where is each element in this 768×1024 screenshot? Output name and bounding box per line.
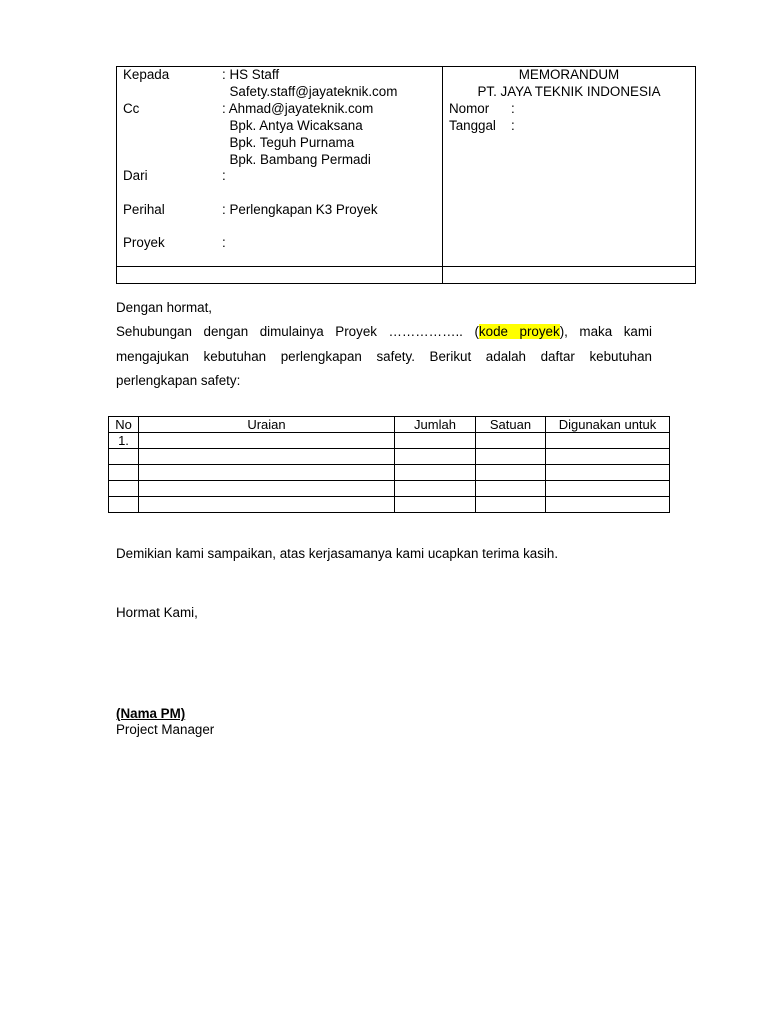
table-cell <box>476 497 546 513</box>
intro-text-end: ), maka kami mengajukan kebutuhan perlengkapan safety. Berikut adalah daftar kebutuhan perlengkapan safety: <box>116 324 652 388</box>
date-label: Tanggal <box>449 118 496 133</box>
table-cell <box>546 433 670 449</box>
number-value: : <box>511 101 515 116</box>
intro-text-start: Sehubungan dengan dimulainya Proyek …………….. ( <box>116 324 479 339</box>
col-header-used-for: Digunakan untuk <box>546 417 670 433</box>
table-cell <box>109 465 139 481</box>
to-email: Safety.staff@jayateknik.com <box>222 84 398 99</box>
table-cell <box>546 465 670 481</box>
col-header-unit: Satuan <box>476 417 546 433</box>
table-cell <box>395 497 476 513</box>
table-row <box>109 481 670 497</box>
greeting: Dengan hormat, <box>116 300 213 315</box>
company-name: PT. JAYA TEKNIK INDONESIA <box>477 84 661 99</box>
table-row <box>109 449 670 465</box>
memo-header-box <box>116 66 696 284</box>
table-cell <box>476 481 546 497</box>
col-header-description: Uraian <box>139 417 395 433</box>
table-cell <box>139 497 395 513</box>
number-label: Nomor <box>449 101 490 116</box>
cc-label: Cc <box>123 101 140 116</box>
cc-value-1: : Ahmad@jayateknik.com <box>222 101 374 116</box>
table-cell <box>546 497 670 513</box>
project-label: Proyek <box>123 235 165 250</box>
table-cell: 1. <box>109 433 139 449</box>
closing-text: Demikian kami sampaikan, atas kerjasamanya kami ucapkan terima kasih. <box>116 546 559 561</box>
table-cell <box>546 481 670 497</box>
col-header-no: No <box>109 417 139 433</box>
table-cell <box>546 449 670 465</box>
table-cell <box>395 481 476 497</box>
from-value: : <box>222 168 226 183</box>
project-code-highlight: kode proyek <box>478 324 560 339</box>
table-cell <box>476 449 546 465</box>
subject-value: : Perlengkapan K3 Proyek <box>222 202 378 217</box>
table-cell <box>395 449 476 465</box>
table-cell <box>476 433 546 449</box>
table-cell <box>139 449 395 465</box>
table-cell <box>109 497 139 513</box>
memo-title: MEMORANDUM <box>518 67 620 82</box>
header-bottom-line <box>117 266 695 267</box>
cc-value-4: Bpk. Bambang Permadi <box>222 152 371 167</box>
regards-text: Hormat Kami, <box>116 605 198 620</box>
table-header-row <box>109 417 670 433</box>
col-header-quantity: Jumlah <box>395 417 476 433</box>
signer-title: Project Manager <box>116 722 215 737</box>
cc-value-3: Bpk. Teguh Purnama <box>222 135 355 150</box>
table-cell <box>476 465 546 481</box>
cc-value-2: Bpk. Antya Wicaksana <box>222 118 363 133</box>
project-value: : <box>222 235 226 250</box>
table-row <box>109 497 670 513</box>
table-cell <box>139 481 395 497</box>
table-cell <box>109 449 139 465</box>
table-cell <box>395 433 476 449</box>
from-label: Dari <box>123 168 148 183</box>
intro-paragraph <box>116 320 652 394</box>
to-label: Kepada <box>123 67 170 82</box>
table-row <box>109 433 670 449</box>
table-row <box>109 465 670 481</box>
safety-equipment-table <box>108 416 670 513</box>
table-cell <box>395 465 476 481</box>
table-cell <box>139 465 395 481</box>
date-value: : <box>511 118 515 133</box>
to-value: : HS Staff <box>222 67 280 82</box>
signer-name: (Nama PM) <box>116 706 186 721</box>
table-cell <box>109 481 139 497</box>
table-cell <box>139 433 395 449</box>
subject-label: Perihal <box>123 202 165 217</box>
